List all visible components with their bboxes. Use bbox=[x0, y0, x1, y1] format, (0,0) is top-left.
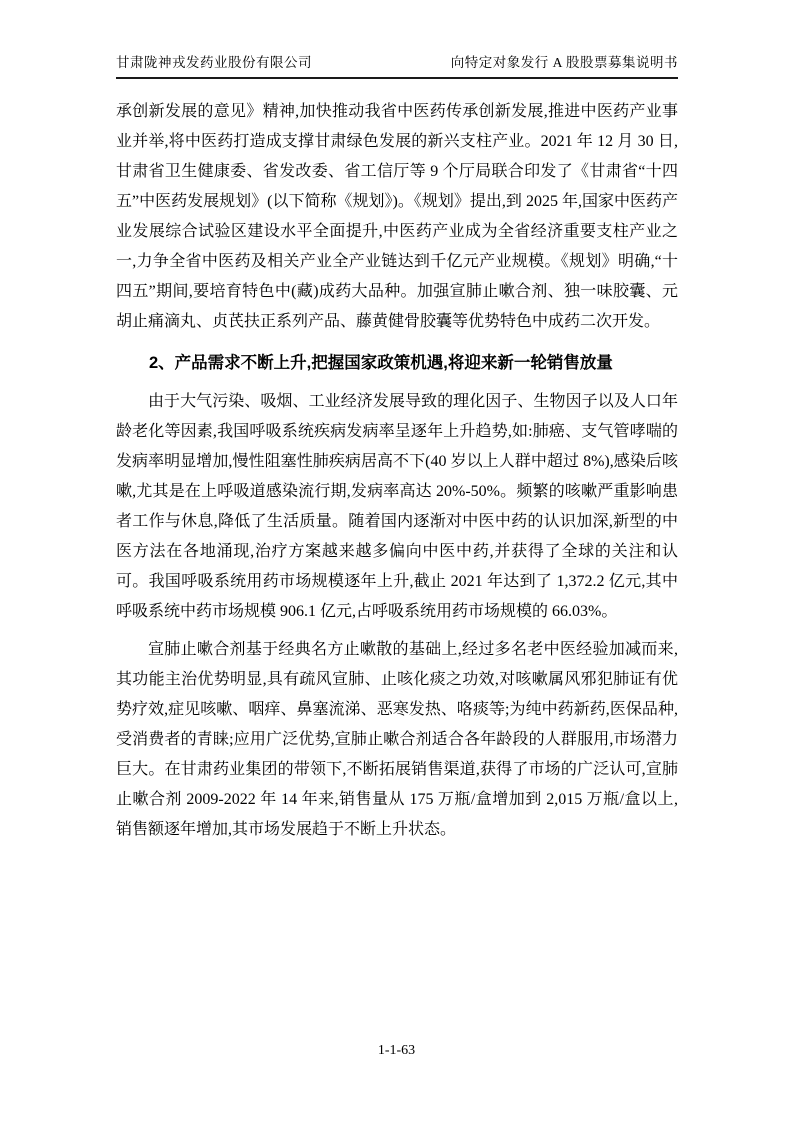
paragraph-product-advantage: 宣肺止嗽合剂基于经典名方止嗽散的基础上,经过多名老中医经验加减而来,其功能主治优势明显,具有疏风宣肺、止咳化痰之功效,对咳嗽属风邪犯肺证有优势疗效,症见咳嗽、咽痒、鼻塞流涕、恶寒发热、咯痰等;为纯中药新药,医保品种,受消费者的青睐;应用广泛优势,宣肺止嗽合剂适合各年龄段的人群服用,市场潜力巨大。在甘肃药业集团的带领下,不断拓展销售渠道,获得了市场的广泛认可,宣肺止嗽合剂 2009-2022 年 14 年来,销售量从 175 万瓶/盒增加到 2,015 万瓶/盒以上,销售额逐年增加,其市场发展趋于不断上升状态。 bbox=[116, 641, 678, 838]
document-body bbox=[116, 97, 678, 845]
header-doc-title: 向特定对象发行 A 股股票募集说明书 bbox=[450, 55, 678, 70]
section-heading-product-demand: 2、产品需求不断上升,把握国家政策机遇,将迎来新一轮销售放量 bbox=[149, 354, 613, 372]
paragraph-market-demand: 由于大气污染、吸烟、工业经济发展导致的理化因子、生物因子以及人口年龄老化等因素,我国呼吸系统疾病发病率呈逐年上升趋势,如:肺癌、支气管哮喘的发病率明显增加,慢性阻塞性肺疾病居高不下(40 岁以上人群中超过 8%),感染后咳嗽,尤其是在上呼吸道感染流行期,发病率高达 20%-50%。频繁的咳嗽严重影响患者工作与休息,降低了生活质量。随着国内逐渐对中医中药的认识加深,新型的中医方法在各地涌现,治疗方案越来越多偏向中医中药,并获得了全球的关注和认可。我国呼吸系统用药市场规模逐年上升,截止 2021 年达到了 1,372.2 亿元,其中呼吸系统中药市场规模 906.1 亿元,占呼吸系统用药市场规模的 66.03%。 bbox=[116, 393, 678, 620]
page-number: 1-1-63 bbox=[377, 1043, 416, 1058]
page-header bbox=[116, 55, 678, 79]
page-footer bbox=[0, 1042, 793, 1060]
paragraph-policy-continuation: 承创新发展的意见》精神,加快推动我省中医药传承创新发展,推进中医药产业事业并举,将中医药打造成支撑甘肃绿色发展的新兴支柱产业。2021 年 12 月 30 日,甘肃省卫生健康委、省发改委、省工信厅等 9 个厅局联合印发了《甘肃省“十四五”中医药发展规划》(以下简称《规划》)。《规划》提出,到 2025 年,国家中医药产业发展综合试验区建设水平全面提升,中医药产业成为全省经济重要支柱产业之一,力争全省中医药及相关产业全产业链达到千亿元产业规模。《规划》明确,“十四五”期间,要培育特色中(藏)成药大品种。加强宣肺止嗽合剂、独一味胶囊、元胡止痛滴丸、贞芪扶正系列产品、藤黄健骨胶囊等优势特色中成药二次开发。 bbox=[116, 103, 678, 330]
header-company-name: 甘肃陇神戎发药业股份有限公司 bbox=[116, 55, 312, 70]
